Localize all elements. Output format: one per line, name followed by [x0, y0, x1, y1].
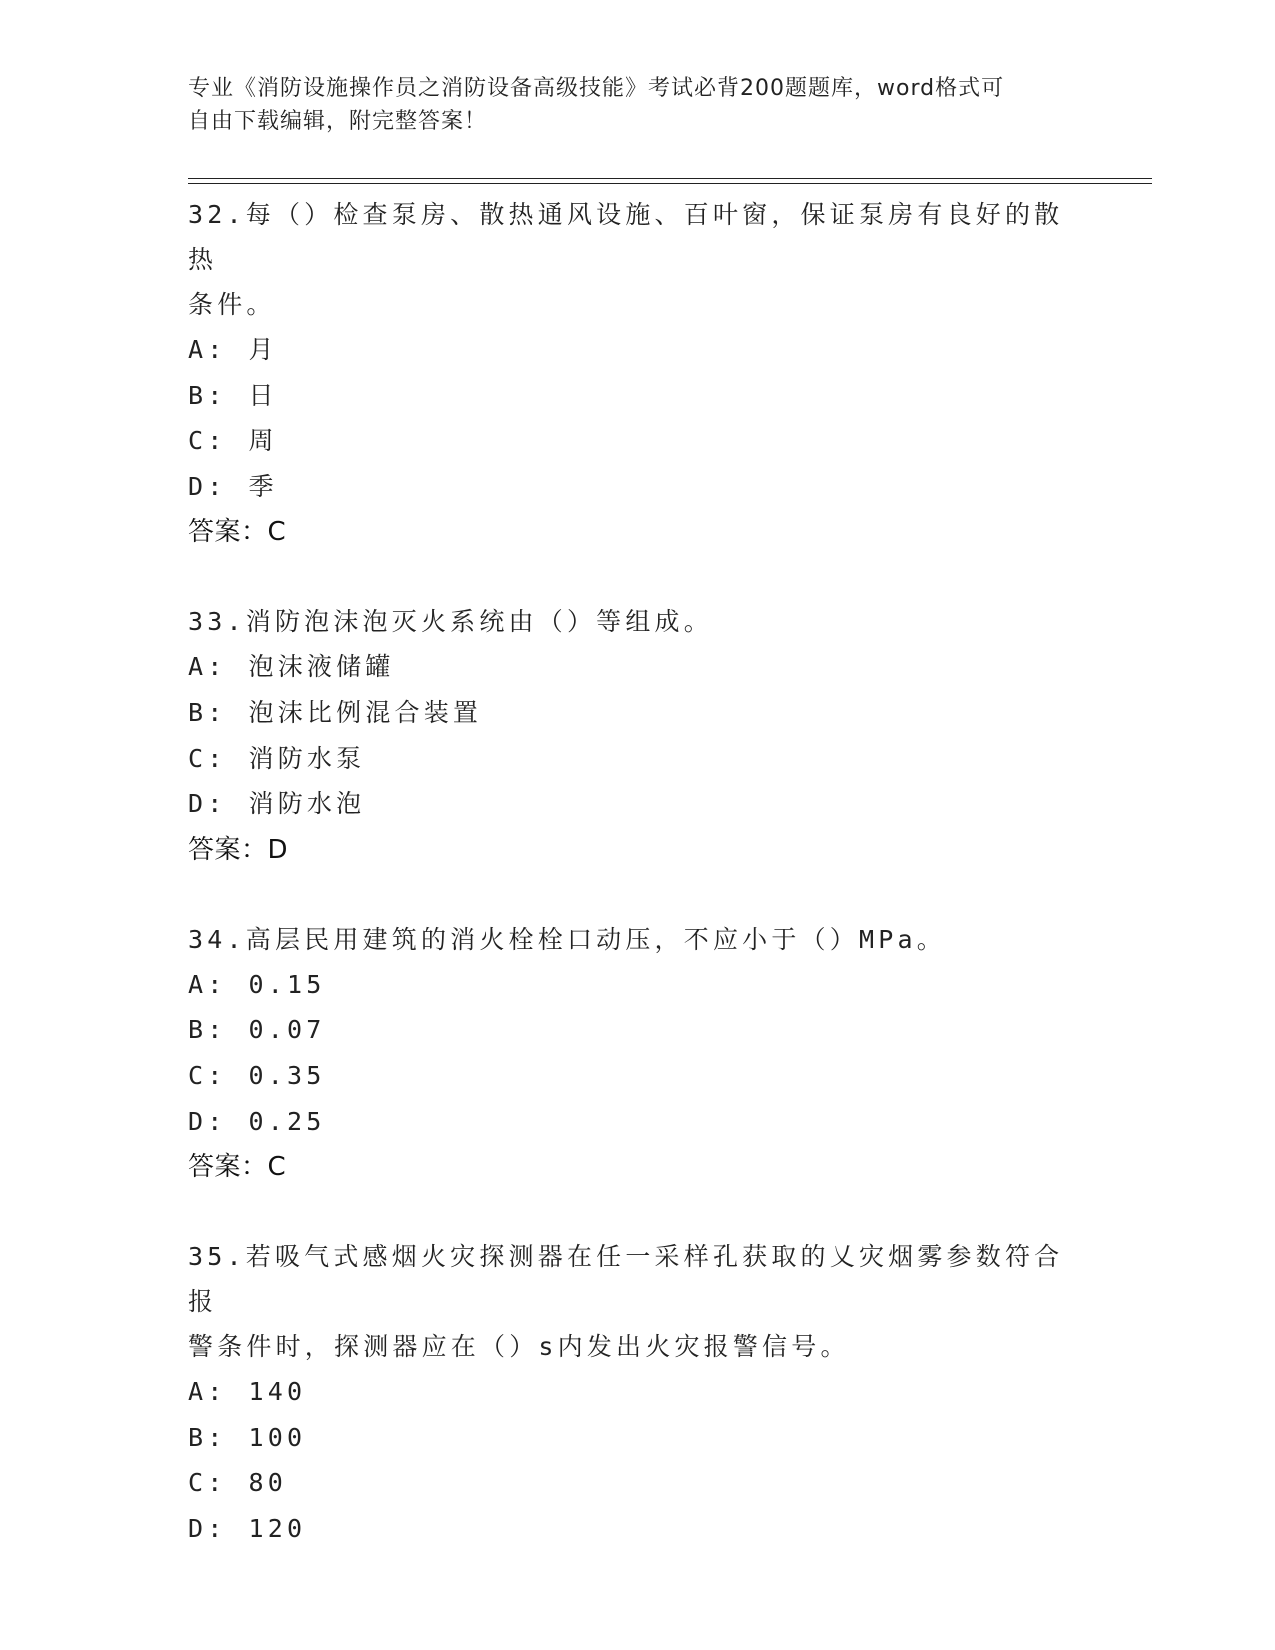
option-a — [188, 644, 1088, 690]
option-text: 泡沫液储罐 — [248, 652, 395, 682]
option-text: 100 — [248, 1422, 307, 1452]
question-stem-line-1: 32.每（）检查泵房、散热通风设施、百叶窗，保证泵房有良好的散热 — [188, 200, 1064, 274]
header-divider-bottom — [188, 183, 1152, 184]
header-divider-top — [188, 178, 1152, 179]
question-list — [188, 192, 1088, 1552]
option-d — [188, 1506, 1088, 1552]
answer-line: 答案：C — [188, 1152, 287, 1183]
option-text: 0.07 — [248, 1015, 326, 1045]
option-c — [188, 1460, 1088, 1506]
question-stem-line-1: 34.高层民用建筑的消火栓栓口动压，不应小于（）MPa。 — [188, 924, 946, 954]
option-a — [188, 327, 1088, 373]
option-b — [188, 373, 1088, 419]
option-text: 季 — [248, 471, 278, 501]
document-header — [188, 72, 1068, 138]
option-b — [188, 1415, 1088, 1461]
option-letter: A: — [188, 652, 227, 682]
option-letter: A: — [188, 969, 227, 999]
option-letter: B: — [188, 1015, 227, 1045]
option-a — [188, 962, 1088, 1008]
option-text: 消防水泡 — [248, 789, 366, 819]
option-d — [188, 1099, 1088, 1145]
option-letter: A: — [188, 1377, 227, 1407]
option-text: 消防水泵 — [248, 743, 366, 773]
option-letter: D: — [188, 789, 227, 819]
question-32 — [188, 192, 1088, 555]
option-letter: B: — [188, 380, 227, 410]
option-letter: C: — [188, 1468, 227, 1498]
option-c — [188, 1053, 1088, 1099]
option-letter: C: — [188, 426, 227, 456]
header-line-2: 自由下载编辑，附完整答案！ — [188, 109, 488, 134]
option-a — [188, 1369, 1088, 1415]
question-stem — [188, 599, 1088, 644]
option-text: 日 — [248, 380, 278, 410]
option-c — [188, 418, 1088, 464]
option-b — [188, 1007, 1088, 1053]
option-c — [188, 736, 1088, 782]
option-text: 140 — [248, 1377, 307, 1407]
option-text: 月 — [248, 335, 278, 364]
question-stem — [188, 192, 1088, 327]
option-letter: C: — [188, 1060, 227, 1090]
option-letter: D: — [188, 1513, 227, 1543]
option-text: 0.35 — [248, 1060, 326, 1090]
question-stem — [188, 917, 1088, 962]
option-letter: A: — [188, 335, 227, 364]
answer-line: 答案：D — [188, 834, 289, 865]
question-stem — [188, 1234, 1088, 1369]
option-letter: B: — [188, 697, 227, 727]
question-stem-line-2: 警条件时，探测器应在（）s内发出火灾报警信号。 — [188, 1332, 850, 1362]
option-d — [188, 464, 1088, 510]
header-line-1: 专业《消防设施操作员之消防设备高级技能》考试必背200题题库，word格式可 — [188, 76, 1005, 101]
option-text: 120 — [248, 1513, 307, 1543]
answer-line: 答案：C — [188, 517, 287, 548]
option-text: 泡沫比例混合装置 — [248, 697, 483, 727]
option-letter: D: — [188, 1106, 227, 1136]
option-d — [188, 781, 1088, 827]
option-text: 0.25 — [248, 1106, 326, 1136]
question-33 — [188, 599, 1088, 872]
option-text: 0.15 — [248, 969, 326, 999]
option-text: 周 — [248, 426, 278, 456]
option-text: 80 — [248, 1468, 288, 1498]
question-34 — [188, 917, 1088, 1190]
question-35 — [188, 1234, 1088, 1551]
option-b — [188, 690, 1088, 736]
question-stem-line-2: 条件。 — [188, 290, 276, 319]
option-letter: D: — [188, 471, 227, 501]
question-stem-line-1: 33.消防泡沫泡灭火系统由（）等组成。 — [188, 607, 713, 637]
option-letter: B: — [188, 1422, 227, 1452]
question-stem-line-1: 35.若吸气式感烟火灾探测器在任一采样孔获取的乂灾烟雾参数符合报 — [188, 1242, 1064, 1317]
option-letter: C: — [188, 743, 227, 773]
